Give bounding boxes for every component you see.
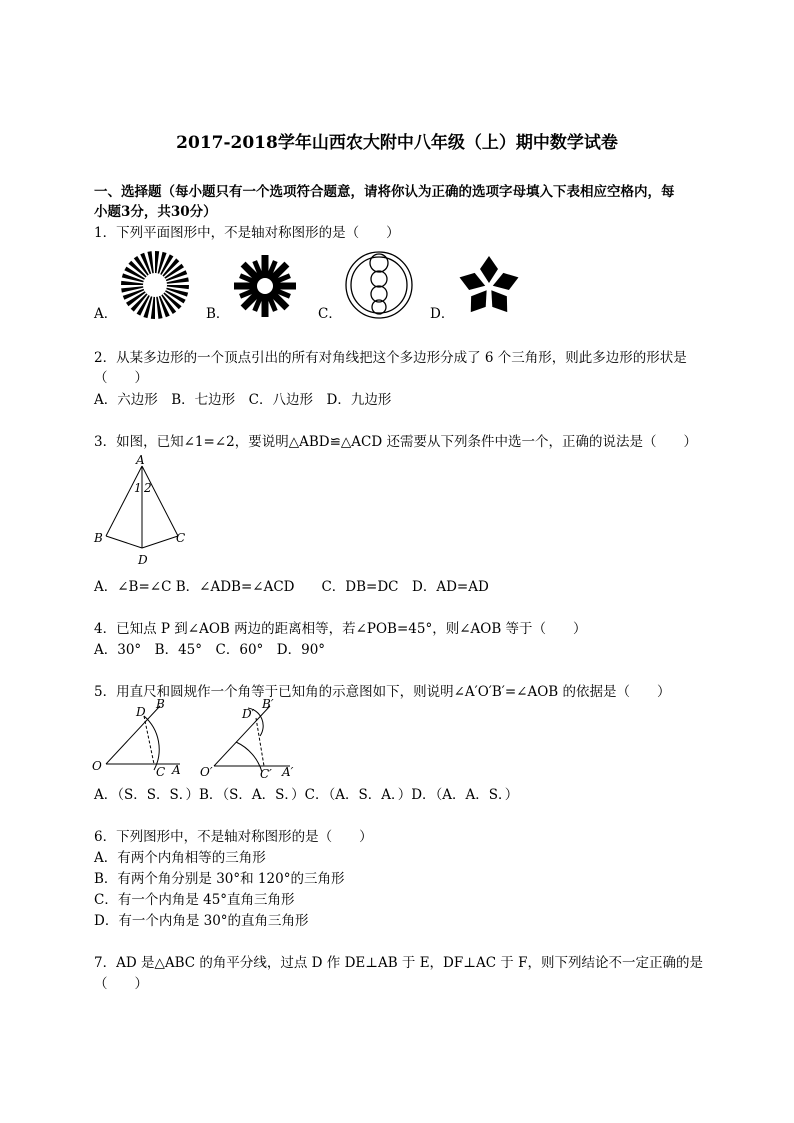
question-6-text: 6．下列图形中，不是轴对称图形的是（ ） [94, 829, 373, 845]
q5-left-label-d: D [136, 705, 146, 719]
q5-right-label-d: D′ [242, 707, 255, 721]
q5-right-label-c: C′ [260, 767, 272, 781]
radial-fan-icon [120, 250, 190, 320]
question-4-options: A．30° B．45° C．60° D．90° [94, 642, 326, 658]
page-title: 2017-2018学年山西农大附中八年级（上）期中数学试卷 [176, 133, 618, 153]
question-5-text: 5．用直尺和圆规作一个角等于已知角的示意图如下，则说明∠A′O′B′=∠AOB 的依据是（ ） [94, 684, 671, 700]
nested-circles-icon [344, 250, 414, 320]
q5-left-label-b: B [156, 697, 165, 711]
angle-construction-figure-copy [198, 696, 308, 780]
question-6-option-b: B．有两个角分别是 30°和 120°的三角形 [94, 871, 345, 887]
q5-left-label-o: O [92, 759, 102, 773]
q1-option-b-label: B． [206, 306, 230, 322]
q1-option-a-label: A． [94, 306, 118, 322]
question-4-text: 4．已知点 P 到∠AOB 两边的距离相等，若∠POB=45°，则∠AOB 等于（ ） [94, 621, 587, 637]
question-7-blank: （ ） [94, 976, 148, 992]
question-3-options: A．∠B=∠C B．∠ADB=∠ACD C．DB=DC D．AD=AD [94, 579, 489, 595]
question-2-options: A．六边形 B．七边形 C．八边形 D．九边形 [94, 392, 392, 408]
asterisk-burst-icon [232, 253, 298, 319]
question-5-options: A．（S．S．S．）B．（S．A．S．）C．（A．S．A．）D．（A．A．S．） [94, 787, 519, 803]
question-1-text: 1．下列平面图形中，不是轴对称图形的是（ ） [94, 225, 400, 241]
q5-left-label-a: A [172, 763, 181, 777]
q5-right-label-o: O′ [200, 765, 213, 779]
q3-label-angle-2: 2 [144, 481, 152, 495]
question-6-option-d: D．有一个内角是 30°的直角三角形 [94, 913, 309, 929]
question-6-option-a: A．有两个内角相等的三角形 [94, 850, 266, 866]
q1-option-c-label: C． [318, 306, 342, 322]
q3-label-a: A [136, 453, 145, 467]
question-3-text: 3．如图，已知∠1=∠2，要说明△ABD≌△ACD 还需要从下列条件中选一个，正确的说法是（ ） [94, 434, 697, 450]
q1-option-d-label: D． [430, 306, 455, 322]
angle-construction-figure-original [90, 696, 190, 780]
q5-right-label-b: B′ [262, 697, 274, 711]
question-2-blank: （ ） [94, 370, 148, 386]
section-heading-line1: 一、选择题（每小题只有一个选项符合题意，请将你认为正确的选项字母填入下表相应空格内，每 [94, 184, 675, 200]
q3-label-b: B [94, 531, 103, 545]
question-6-option-c: C．有一个内角是 45°直角三角形 [94, 892, 295, 908]
q5-right-label-a: A′ [282, 765, 294, 779]
q3-label-c: C [176, 531, 186, 545]
q3-label-angle-1: 1 [134, 481, 142, 495]
question-7-text: 7．AD 是△ABC 的角平分线，过点 D 作 DE⊥AB 于 E，DF⊥AC 于 F，则下列结论不一定正确的是 [94, 955, 703, 971]
q3-label-d: D [138, 553, 148, 567]
q5-left-label-c: C [156, 765, 166, 779]
section-heading-line2: 小题3分，共30分） [94, 204, 217, 220]
triangle-abd-acd-figure [90, 452, 200, 572]
question-2-text: 2．从某多边形的一个顶点引出的所有对角线把这个多边形分成了 6 个三角形，则此多边形的形状是 [94, 350, 687, 366]
pinwheel-star-icon [456, 252, 522, 318]
